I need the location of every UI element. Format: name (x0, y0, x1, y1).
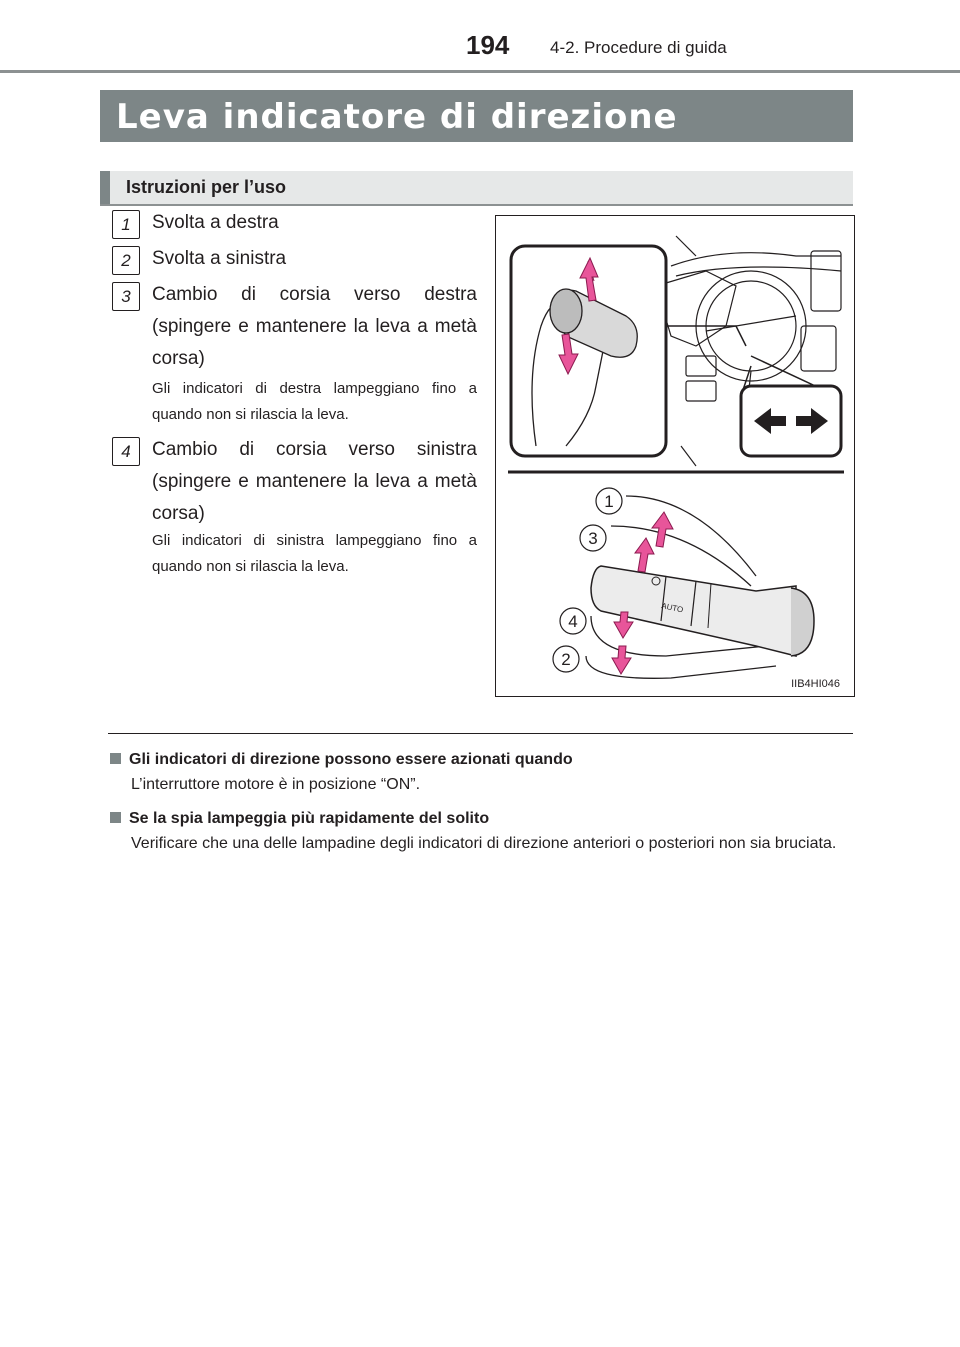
step-note: Gli indicatori di sinistra lampeggiano fino a quando non si rilascia la leva. (152, 532, 477, 575)
note-heading: Gli indicatori di direzione possono essere azionati quando (110, 748, 848, 772)
callout-number: 3 (588, 529, 598, 548)
subsection-title: Istruzioni per l’uso (126, 177, 287, 197)
callout-number: 4 (568, 612, 578, 631)
page-title: Leva indicatore di direzione (116, 97, 678, 137)
callout-number: 2 (561, 650, 571, 669)
step-text: Cambio di corsia verso destra (spingere e mantenere la leva a metà corsa) (152, 284, 477, 369)
callout-number: 1 (604, 492, 614, 511)
subsection-header (100, 171, 853, 206)
page-header (0, 0, 960, 72)
notes (110, 748, 848, 866)
lever-auto-label: AUTO (660, 601, 685, 615)
hand-on-lever-callout (511, 246, 666, 456)
bullet-square-icon (110, 753, 121, 764)
step-number-badge: 2 (112, 246, 140, 275)
note-body: Verificare che una delle lampadine degli indicatori di direzione anteriori o posteriori non sia bruciata. (131, 835, 837, 852)
turn-signal-lever-illustration (495, 215, 855, 697)
figure-code: IIB4HI046 (791, 678, 840, 690)
note-heading: Se la spia lampeggia più rapidamente del solito (110, 807, 848, 831)
section-reference: 4-2. Procedure di guida (550, 38, 727, 57)
step-text: Svolta a destra (152, 212, 279, 233)
page-number: 194 (466, 30, 510, 60)
step-text: Cambio di corsia verso sinistra (spingere e mantenere la leva a metà corsa) (152, 439, 477, 524)
step-number-badge: 1 (112, 210, 140, 239)
header-rule (0, 70, 960, 73)
section-divider (108, 733, 853, 734)
step-text: Svolta a sinistra (152, 248, 287, 269)
note-body: L’interruttore motore è in posizione “ON”. (131, 776, 421, 793)
title-bar (100, 90, 853, 142)
subsection-accent (100, 171, 110, 204)
bullet-square-icon (110, 812, 121, 823)
illustration-svg (496, 216, 854, 696)
step-note: Gli indicatori di destra lampeggiano fino a quando non si rilascia la leva. (152, 380, 477, 423)
step-number-badge: 3 (112, 282, 140, 311)
direction-arrows-callout (741, 386, 841, 456)
step-number-badge: 4 (112, 437, 140, 466)
lever-detail (586, 496, 814, 678)
